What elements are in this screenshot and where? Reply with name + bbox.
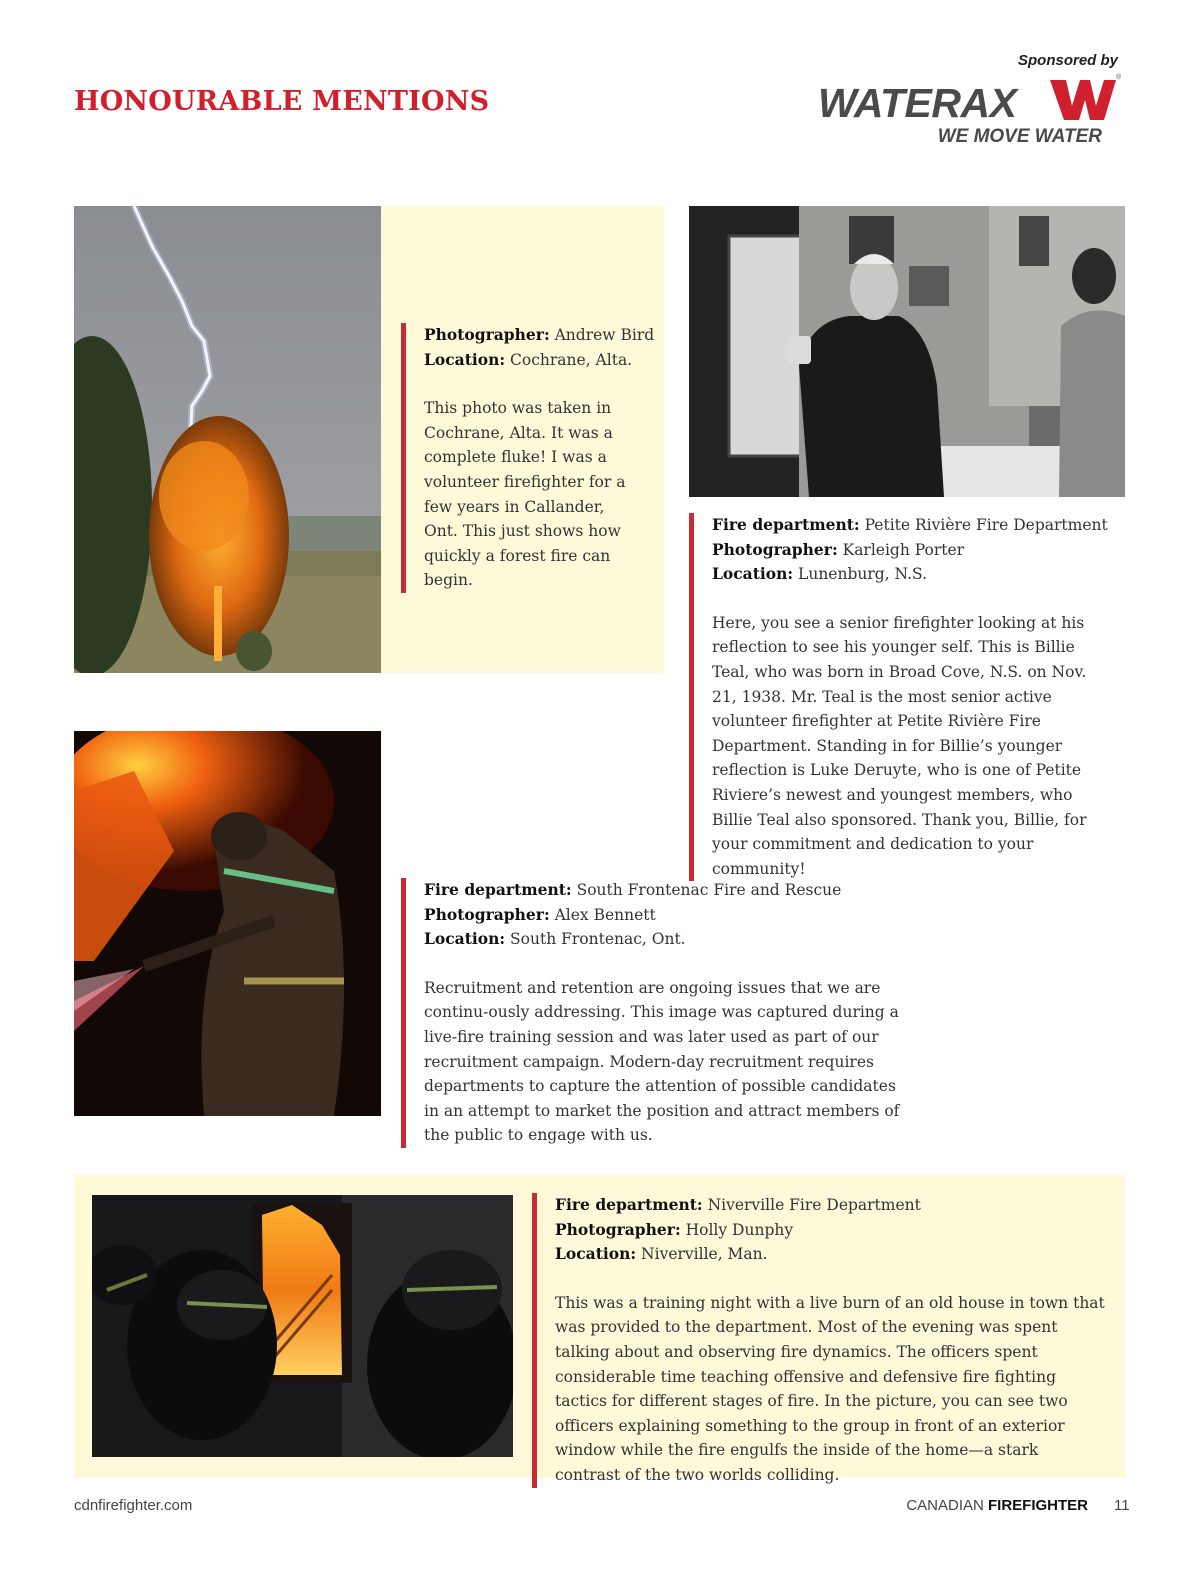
- fire-department-value: Petite Rivière Fire Department: [864, 516, 1108, 534]
- location-value: Lunenburg, N.S.: [798, 565, 928, 584]
- location-value: Cochrane, Alta.: [510, 350, 633, 369]
- waterax-w-logo-icon: [1046, 76, 1118, 122]
- location-label: Location:: [424, 929, 506, 949]
- photographer-label: Photographer:: [424, 904, 550, 924]
- photographer-value: Holly Dunphy: [685, 1220, 794, 1239]
- sponsor-block: [810, 50, 1130, 155]
- photographer-row: [424, 323, 655, 348]
- entry-1-photo-lightning-tree: [74, 206, 381, 673]
- location-row: [424, 927, 921, 952]
- footer-website: cdnfirefighter.com: [74, 1497, 193, 1514]
- location-label: Location:: [555, 1244, 637, 1264]
- entry-3-photo-firefighter-hose: [74, 731, 381, 1116]
- entry-1-caption: [401, 323, 655, 593]
- fire-department-row: [424, 878, 921, 903]
- photographer-label: Photographer:: [424, 325, 550, 344]
- photographer-row: [555, 1218, 1117, 1243]
- sponsor-tagline: WE MOVE WATER: [937, 126, 1102, 147]
- location-value: South Frontenac, Ont.: [510, 930, 686, 949]
- entry-2-body: Here, you see a senior firefighter looking at his reflection to see his younger self. This is Billie Teal, who was born in Broad Cove, N.S. on Nov. 21, 1938. Mr. Teal is the most senior active volunteer firefighter at Petite Rivière Fire Department. Standing in for Billie’s younger reflection is Luke Deruyte, who is one of Petite Riviere’s newest and youngest members, who Billie Teal also sponsored. Thank you, Billie, for your commitment and dedication to your community!: [712, 613, 1087, 878]
- fire-department-row: [712, 513, 1129, 538]
- entry-2-photo-mirror-reflection: [689, 206, 1125, 497]
- location-label: Location:: [424, 349, 506, 369]
- sponsor-brand-name: WATERAX: [818, 80, 1017, 126]
- entry-4-caption: [532, 1193, 1117, 1488]
- location-value: Niverville, Man.: [641, 1245, 768, 1264]
- fire-department-row: [555, 1193, 1117, 1218]
- photographer-value: Karleigh Porter: [842, 540, 965, 559]
- location-row: [555, 1242, 1117, 1267]
- fire-department-value: Niverville Fire Department: [707, 1196, 921, 1214]
- entry-4-photo-live-burn: [92, 1195, 513, 1457]
- photographer-row: [712, 538, 1129, 563]
- registered-mark-icon: ®: [1116, 74, 1122, 81]
- location-row: [424, 348, 651, 373]
- photographer-value: Alex Bennett: [554, 905, 656, 924]
- photographer-label: Photographer:: [555, 1219, 681, 1239]
- magazine-name-part2: FIREFIGHTER: [988, 1497, 1088, 1514]
- magazine-name-part1: CANADIAN: [906, 1497, 984, 1514]
- page-number: 11: [1114, 1497, 1130, 1514]
- photographer-row: [424, 903, 921, 928]
- location-row: [712, 562, 1129, 587]
- entry-4-body: This was a training night with a live burn of an old house in town that was provided to the department. Most of the evening was spent talking about and observing fire dynamics. The officers spent considerable time teaching offensive and defensive fire fighting tactics for different stages of fire. In the picture, you can see two officers explaining something to the group in front of an exterior window while the fire engulfs the inside of the home—a stark contrast of the two worlds colliding.: [555, 1293, 1105, 1484]
- sponsored-by-label: Sponsored by: [1017, 52, 1118, 69]
- entry-2-caption: [689, 513, 1129, 881]
- fire-department-value: South Frontenac Fire and Rescue: [576, 881, 842, 899]
- fire-department-label: Fire department:: [555, 1195, 703, 1214]
- entry-3-caption: [401, 878, 921, 1148]
- fire-department-label: Fire department:: [712, 515, 860, 534]
- entry-3-body: Recruitment and retention are ongoing issues that we are continu-ously addressing. This image was captured during a live-fire training session and was later used as part of our recruitment campaign. Modern-day recruitment requires departments to capture the attention of possible candidates in an attempt to market the position and attract members of the public to engage with us.: [424, 978, 900, 1145]
- photographer-value: Andrew Bird: [554, 326, 655, 344]
- entry-1-body: This photo was taken in Cochrane, Alta. It was a complete fluke! I was a volunteer firefighter for a few years in Callander, Ont. This just shows how quickly a forest fire can begin.: [424, 399, 626, 590]
- photographer-label: Photographer:: [712, 539, 838, 559]
- footer-magazine-name: [906, 1497, 1088, 1514]
- page-title: HONOURABLE MENTIONS: [74, 86, 490, 117]
- location-label: Location:: [712, 564, 794, 584]
- fire-department-label: Fire department:: [424, 880, 572, 899]
